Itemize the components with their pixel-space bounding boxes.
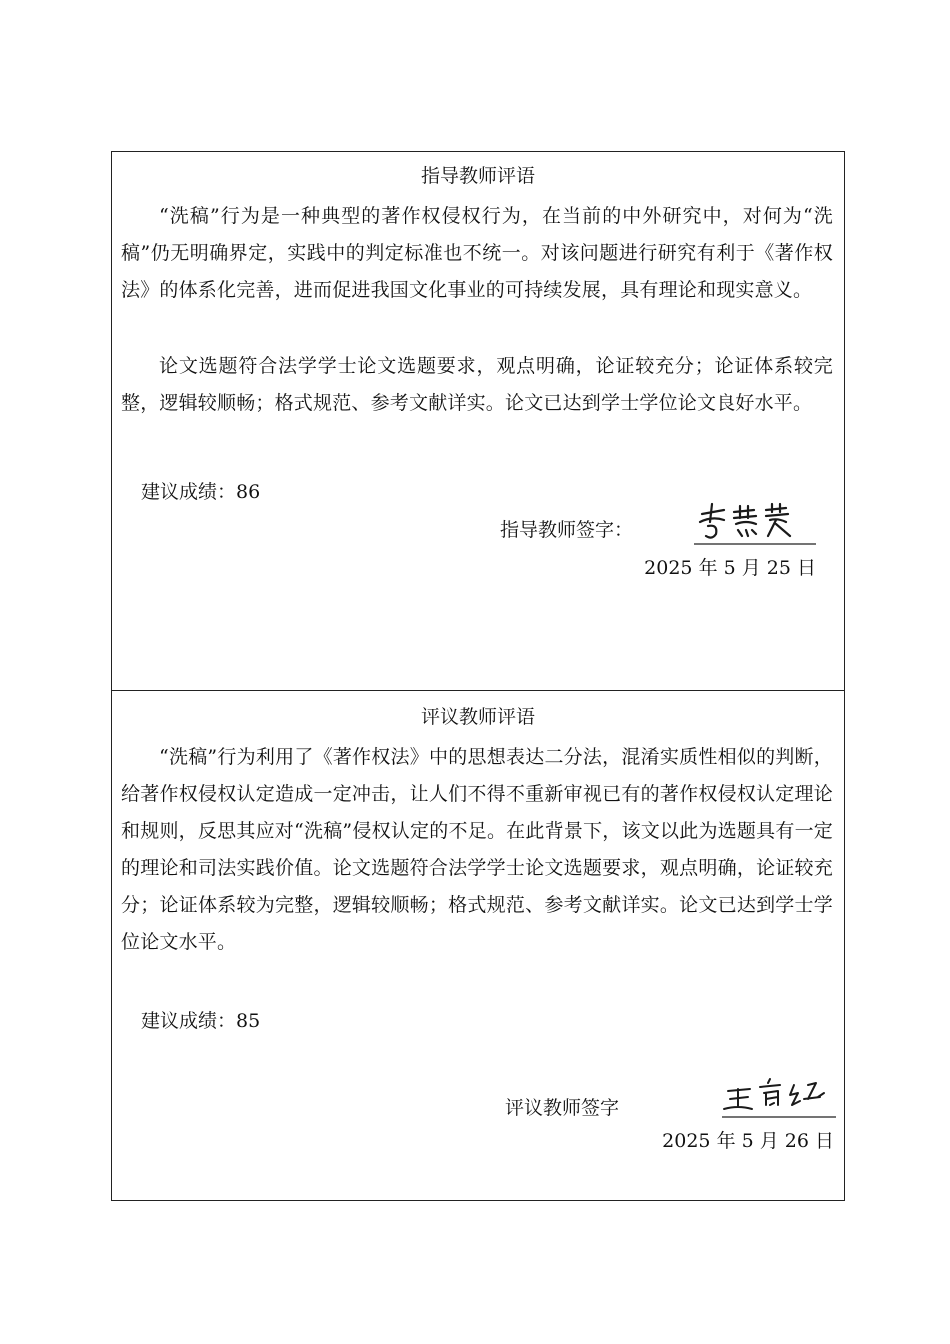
advisor-signature-image bbox=[690, 500, 820, 548]
advisor-date: 2025 年 5 月 25 日 bbox=[644, 557, 816, 579]
advisor-paragraph-1: “洗稿”行为是一种典型的著作权侵权行为，在当前的中外研究中，对何为“洗稿”仍无明确界定，实践中的判定标准也不统一。对该问题进行研究有利于《著作权法》的体系化完善，进而促进我国文化事业的可持续发展，具有理论和现实意义。 bbox=[121, 205, 833, 301]
advisor-comments-cell bbox=[112, 152, 844, 691]
reviewer-comments-cell bbox=[112, 691, 844, 1202]
reviewer-grade: 建议成绩：85 bbox=[141, 1010, 261, 1032]
advisor-section-title: 指导教师评语 bbox=[420, 165, 535, 187]
reviewer-signature-label: 评议教师签字 bbox=[505, 1097, 620, 1119]
reviewer-section-title: 评议教师评语 bbox=[420, 706, 535, 728]
advisor-paragraph-2: 论文选题符合法学学士论文选题要求，观点明确，论证较充分；论证体系较完整，逻辑较顺畅；格式规范、参考文献详实。论文已达到学士学位论文良好水平。 bbox=[121, 355, 833, 414]
reviewer-date: 2025 年 5 月 26 日 bbox=[662, 1130, 834, 1152]
evaluation-table bbox=[111, 151, 845, 1201]
reviewer-signature-image bbox=[720, 1075, 838, 1121]
advisor-grade: 建议成绩：86 bbox=[141, 481, 261, 503]
reviewer-paragraph-1: “洗稿”行为利用了《著作权法》中的思想表达二分法，混淆实质性相似的判断，给著作权侵权认定造成一定冲击，让人们不得不重新审视已有的著作权侵权认定理论和规则，反思其应对“洗稿”侵权认定的不足。在此背景下，该文以此为选题具有一定的理论和司法实践价值。论文选题符合法学学士论文选题要求，观点明确，论证较充分；论证体系较为完整，逻辑较顺畅；格式规范、参考文献详实。论文已达到学士学位论文水平。 bbox=[121, 746, 833, 953]
advisor-signature-label: 指导教师签字： bbox=[500, 519, 634, 541]
